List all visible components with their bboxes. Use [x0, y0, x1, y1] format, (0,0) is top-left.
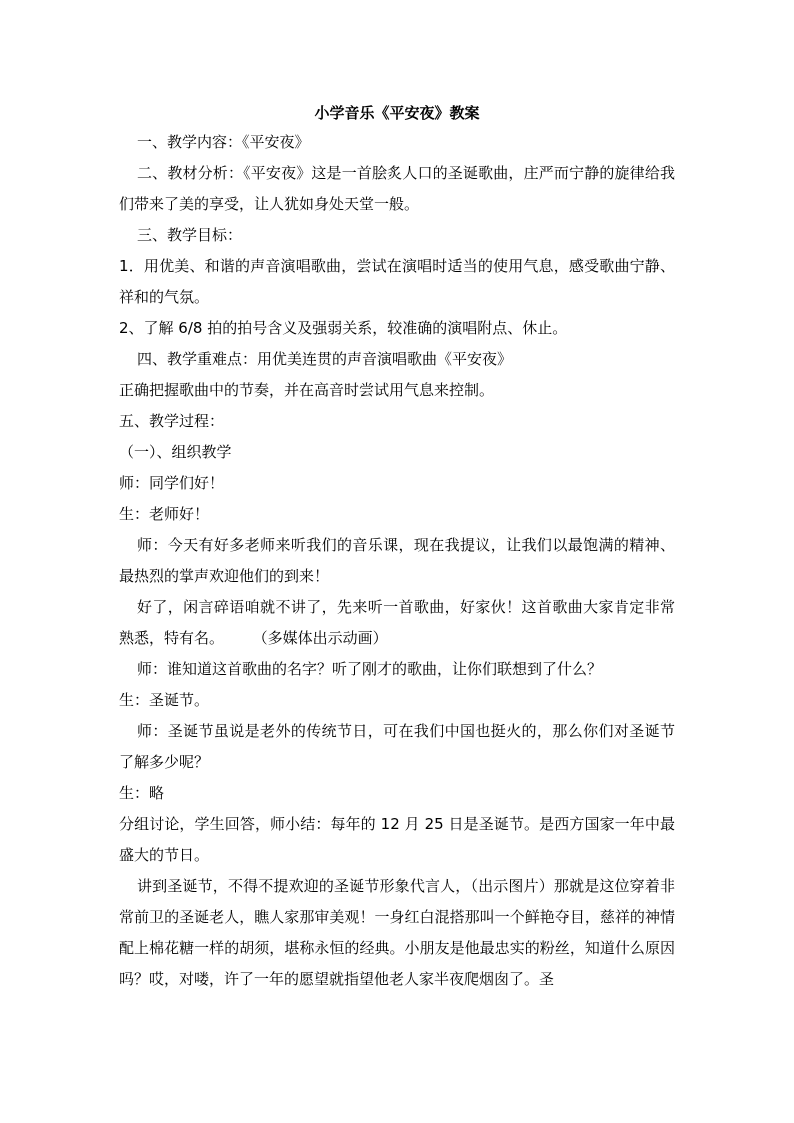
paragraph: 正确把握歌曲中的节奏，并在高音时尝试用气息来控制。	[119, 381, 495, 399]
paragraph: 生：略	[119, 784, 165, 802]
paragraph: 师：今天有好多老师来听我们的音乐课，现在我提议，让我们以最饱满的精神、最热烈的掌声欢迎他们的到来！	[119, 536, 675, 585]
paragraph: 师：同学们好！	[119, 474, 225, 492]
paragraph: 生：老师好！	[119, 505, 210, 523]
paragraph: （一）、组织教学	[119, 443, 232, 461]
paragraph: 2、了解 6/8 拍的拍号含义及强弱关系，较准确的演唱附点、休止。	[119, 319, 568, 337]
paragraph: 分组讨论，学生回答，师小结：每年的 12 月 25 日是圣诞节。是西方国家一年中最盛大的节日。	[119, 815, 675, 864]
paragraph: 一、教学内容：《平安夜》	[137, 133, 310, 151]
paragraph: 讲到圣诞节，不得不提欢迎的圣诞节形象代言人，（出示图片）那就是这位穿着非常前卫的圣诞老人，瞧人家那审美观！一身红白混搭那叫一个鲜艳夺目，慈祥的神情配上棉花糖一样的胡须，堪称永恒的经典。小朋友是他最忠实的粉丝，知道什么原因吗？哎，对喽，许了一年的愿望就指望他老人家半夜爬烟囱了。圣	[119, 877, 675, 988]
document-body	[119, 99, 675, 995]
paragraph-list	[119, 127, 675, 995]
paragraph: 1．用优美、和谐的声音演唱歌曲，尝试在演唱时适当的使用气息，感受歌曲宁静、祥和的气氛。	[119, 257, 675, 306]
document-title: 小学音乐《平安夜》教案	[314, 104, 480, 122]
paragraph: 四、教学重难点：用优美连贯的声音演唱歌曲《平安夜》	[137, 350, 513, 368]
paragraph: 三、教学目标：	[137, 226, 243, 244]
paragraph: 生：圣诞节。	[119, 691, 210, 709]
paragraph: 二、教材分析：《平安夜》这是一首脍炙人口的圣诞歌曲，庄严而宁静的旋律给我们带来了美的享受，让人犹如身处天堂一般。	[119, 164, 675, 213]
paragraph: 五、教学过程：	[119, 412, 225, 430]
paragraph: 师：谁知道这首歌曲的名字？听了刚才的歌曲，让你们联想到了什么？	[137, 660, 603, 678]
paragraph: 好了，闲言碎语咱就不讲了，先来听一首歌曲，好家伙！这首歌曲大家肯定非常熟悉，特有名。 （多媒体出示动画）	[119, 598, 675, 647]
paragraph: 师：圣诞节虽说是老外的传统节日，可在我们中国也挺火的，那么你们对圣诞节了解多少呢？	[119, 722, 675, 771]
